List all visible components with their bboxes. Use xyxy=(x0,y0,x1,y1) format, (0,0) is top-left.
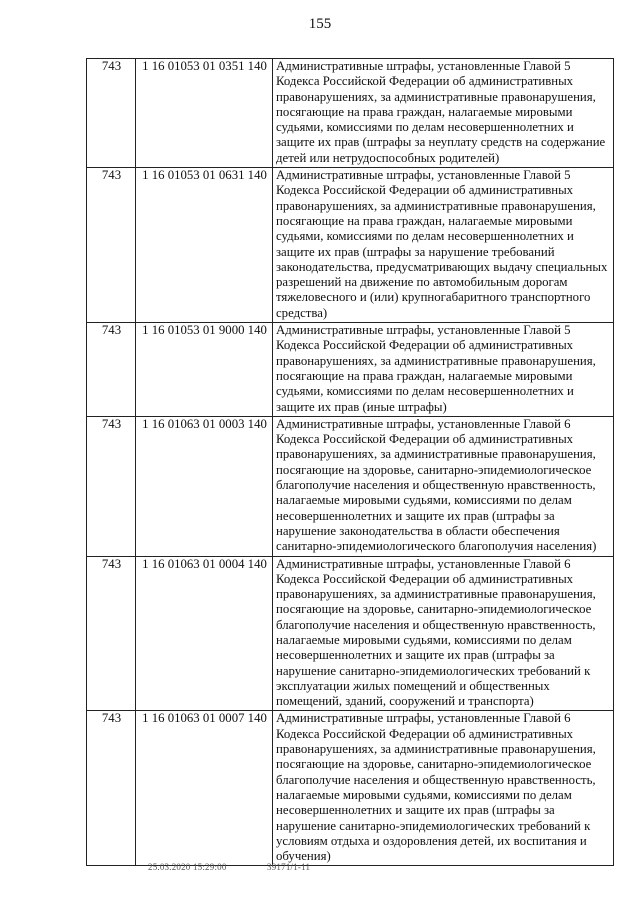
admin-code-cell: 743 xyxy=(87,416,136,556)
table-row xyxy=(87,711,614,866)
admin-code-cell: 743 xyxy=(87,168,136,323)
footer-doc-id: 39171/1-11 xyxy=(267,862,311,872)
description-cell: Административные штрафы, установленные Главой 6 Кодекса Российской Федерации об административных правонарушениях, за административные правонарушения, посягающие на здоровье, санитарно-эпидемиологическое благополучие населения и общественную нравственность, налагаемые мировыми судьями, комиссиями по делам несовершеннолетних и защите их прав (штрафы за нарушение санитарно-эпидемиологических требований к эксплуатации жилых помещений и общественных помещений, зданий, сооружений и транспорта) xyxy=(273,556,614,711)
kbk-cell: 1 16 01063 01 0003 140 xyxy=(136,416,273,556)
description-cell: Административные штрафы, установленные Главой 5 Кодекса Российской Федерации об административных правонарушениях, за административные правонарушения, посягающие на права граждан, налагаемые мировыми судьями, комиссиями по делам несовершеннолетних и защите их прав (штрафы за неуплату средств на содержание детей или нетрудоспособных родителей) xyxy=(273,59,614,168)
page-number: 155 xyxy=(308,16,332,32)
description-cell: Административные штрафы, установленные Главой 6 Кодекса Российской Федерации об административных правонарушениях, за административные правонарушения, посягающие на здоровье, санитарно-эпидемиологическое благополучие населения и общественную нравственность, налагаемые мировыми судьями, комиссиями по делам несовершеннолетних и защите их прав (штрафы за нарушение законодательства в области обеспечения санитарно-эпидемиологического благополучия населения) xyxy=(273,416,614,556)
description-cell: Административные штрафы, установленные Главой 5 Кодекса Российской Федерации об административных правонарушениях, за административные правонарушения, посягающие на права граждан, налагаемые мировыми судьями, комиссиями по делам несовершеннолетних и защите их прав (иные штрафы) xyxy=(273,323,614,417)
document-footer xyxy=(148,862,310,872)
description-cell: Административные штрафы, установленные Главой 5 Кодекса Российской Федерации об административных правонарушениях, за административные правонарушения, посягающие на права граждан, налагаемые мировыми судьями, комиссиями по делам несовершеннолетних и защите их прав (штрафы за нарушение требований законодательства, предусматривающих выдачу специальных разрешений на движение по автомобильным дорогам тяжеловесного и (или) крупногабаритного транспортного средства) xyxy=(273,168,614,323)
kbk-cell: 1 16 01053 01 9000 140 xyxy=(136,323,273,417)
table-row xyxy=(87,323,614,417)
description-cell: Административные штрафы, установленные Главой 6 Кодекса Российской Федерации об административных правонарушениях, за административные правонарушения, посягающие на здоровье, санитарно-эпидемиологическое благополучие населения и общественную нравственность, налагаемые мировыми судьями, комиссиями по делам несовершеннолетних и защите их прав (штрафы за нарушение санитарно-эпидемиологических требований к условиям отдыха и оздоровления детей, их воспитания и обучения) xyxy=(273,711,614,866)
admin-code-cell: 743 xyxy=(87,59,136,168)
admin-code-cell: 743 xyxy=(87,711,136,866)
kbk-cell: 1 16 01063 01 0004 140 xyxy=(136,556,273,711)
table-row xyxy=(87,168,614,323)
table-row xyxy=(87,59,614,168)
budget-codes-table xyxy=(86,58,614,866)
kbk-cell: 1 16 01063 01 0007 140 xyxy=(136,711,273,866)
kbk-cell: 1 16 01053 01 0351 140 xyxy=(136,59,273,168)
table-row xyxy=(87,556,614,711)
footer-datetime: 25.03.2020 15:29:00 xyxy=(148,862,227,872)
table-row xyxy=(87,416,614,556)
admin-code-cell: 743 xyxy=(87,323,136,417)
kbk-cell: 1 16 01053 01 0631 140 xyxy=(136,168,273,323)
admin-code-cell: 743 xyxy=(87,556,136,711)
